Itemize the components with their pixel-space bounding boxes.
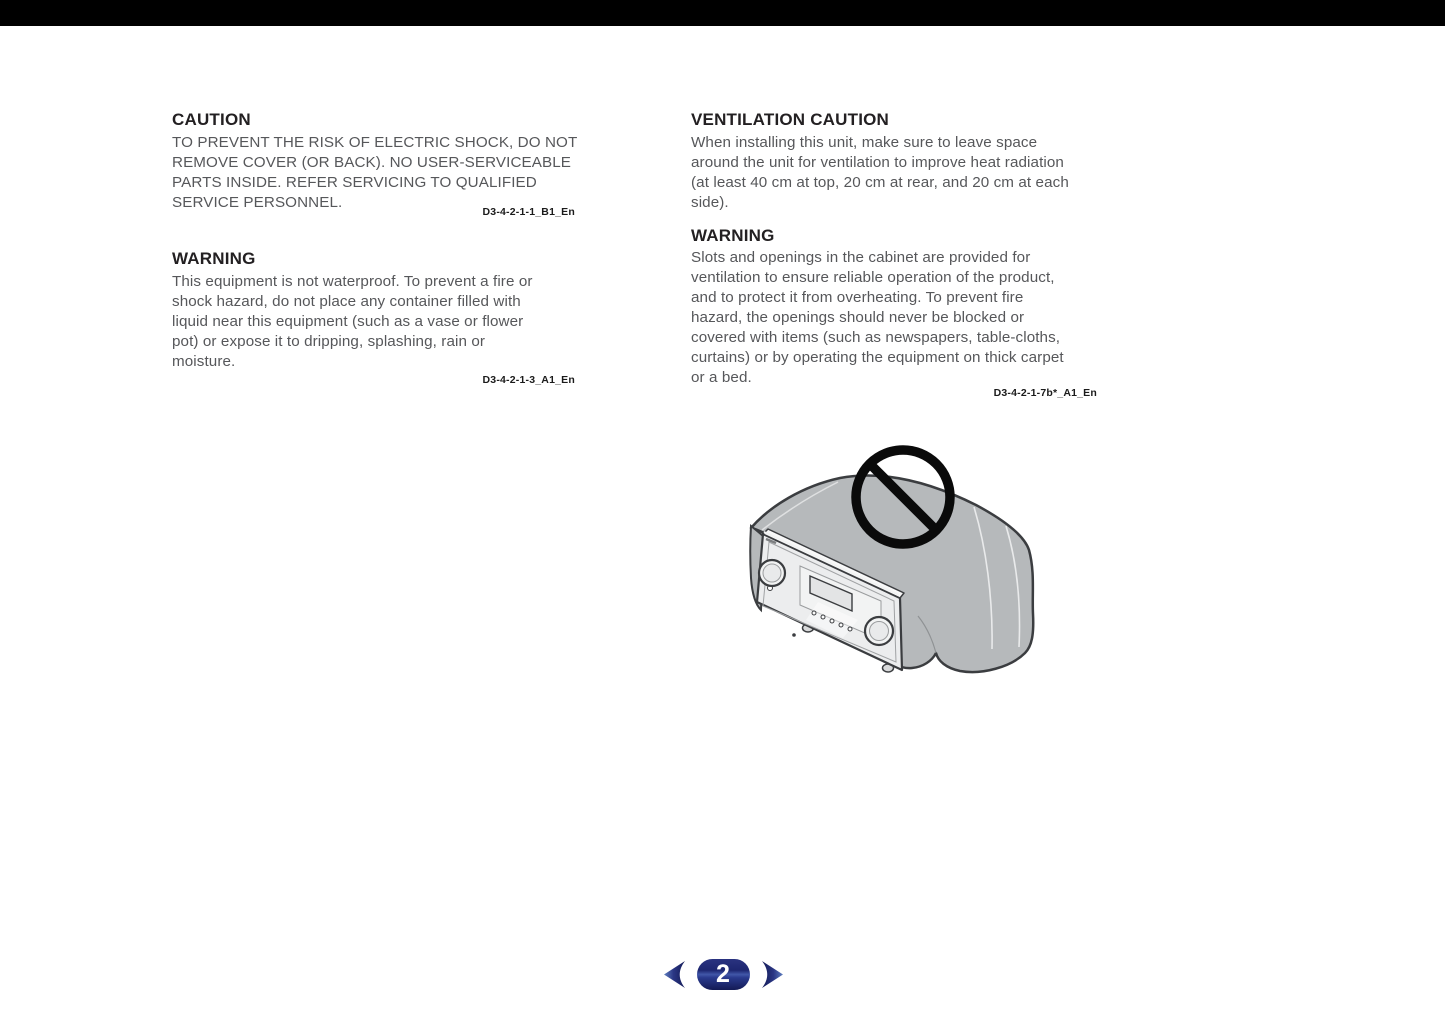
caution-text-line: SERVICE PERSONNEL.	[172, 194, 343, 211]
page-number-badge	[697, 959, 750, 990]
panel-button	[830, 619, 834, 623]
warning2-text-line: curtains) or by operating the equipment on thick carpet	[691, 349, 1064, 366]
panel-button	[821, 615, 825, 619]
warning2-heading: WARNING	[691, 226, 775, 245]
warning2-text-line: and to protect it from overheating. To prevent fire	[691, 289, 1024, 306]
warning-code-label: D3-4-2-1-3_A1_En	[482, 374, 575, 386]
ventilation-text-line: (at least 40 cm at top, 20 cm at rear, and 20 cm at each	[691, 174, 1069, 191]
ventilation-caution-heading: VENTILATION CAUTION	[691, 110, 890, 129]
caution-text-line: TO PREVENT THE RISK OF ELECTRIC SHOCK, DO NOT	[172, 134, 578, 151]
page-number: 2	[716, 959, 730, 988]
warning-paragraph	[172, 272, 575, 372]
ventilation-text-line: side).	[691, 194, 729, 211]
next-page-button[interactable]	[762, 961, 783, 988]
caution-code-label: D3-4-2-1-1_B1_En	[482, 206, 575, 218]
warning2-text-line: covered with items (such as newspapers, table-cloths,	[691, 329, 1061, 346]
panel-button	[848, 627, 852, 631]
page-navigation	[660, 957, 786, 991]
right-arrow-icon	[762, 961, 783, 988]
warning2-text-line: or a bed.	[691, 369, 752, 386]
previous-page-button[interactable]	[664, 961, 685, 988]
caution-text-line: REMOVE COVER (OR BACK). NO USER-SERVICEABLE	[172, 154, 571, 171]
right-knob-inner	[870, 622, 889, 641]
caution-text-line: PARTS INSIDE. REFER SERVICING TO QUALIFIED	[172, 174, 537, 191]
warning-text-line: liquid near this equipment (such as a vase or flower	[172, 313, 524, 330]
panel-button	[812, 611, 816, 615]
warning-text-line: shock hazard, do not place any container filled with	[172, 293, 521, 310]
warning-text-line: moisture.	[172, 353, 236, 370]
warning2-paragraph	[691, 248, 1097, 388]
top-black-bar	[0, 0, 1445, 26]
caution-heading: CAUTION	[172, 110, 251, 129]
panel-button	[839, 623, 843, 627]
warning2-text-line: hazard, the openings should never be blocked or	[691, 309, 1025, 326]
left-arrow-icon	[664, 961, 685, 988]
ventilation-caution-paragraph	[691, 133, 1097, 213]
ventilation-text-line: When installing this unit, make sure to leave space	[691, 134, 1038, 151]
warning2-code-label: D3-4-2-1-7b*_A1_En	[993, 387, 1097, 399]
caution-paragraph	[172, 133, 578, 213]
warning-text-line: This equipment is not waterproof. To prevent a fire or	[172, 273, 533, 290]
warning-text-line: pot) or expose it to dripping, splashing, rain or	[172, 333, 486, 350]
warning2-text-line: Slots and openings in the cabinet are provided for	[691, 249, 1031, 266]
no-cloth-cover-illustration	[748, 442, 1068, 684]
left-knob-inner	[763, 564, 781, 582]
panel-led	[792, 633, 796, 637]
ventilation-text-line: around the unit for ventilation to improve heat radiation	[691, 154, 1064, 171]
warning-heading: WARNING	[172, 249, 256, 268]
warning2-text-line: ventilation to ensure reliable operation of the product,	[691, 269, 1055, 286]
